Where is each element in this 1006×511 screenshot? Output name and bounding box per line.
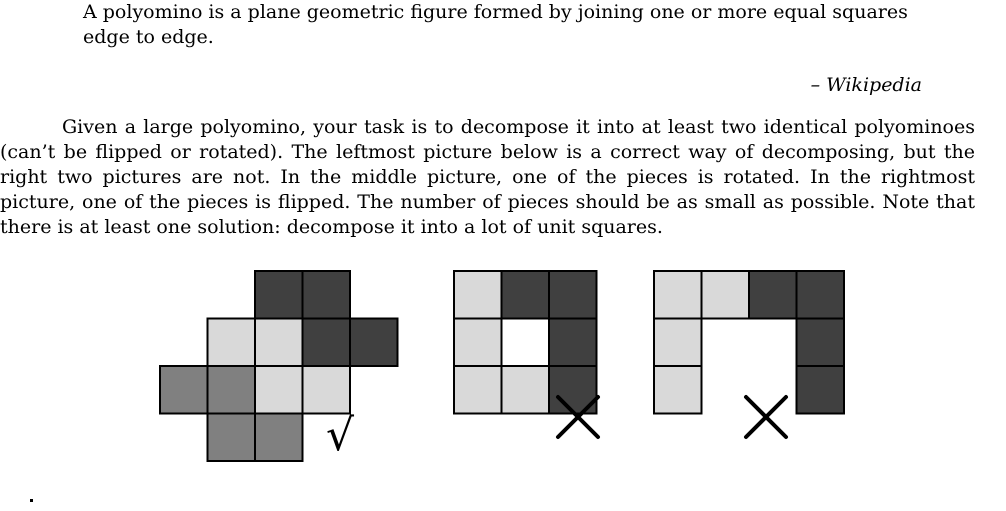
polyomino-cell [549, 271, 597, 319]
polyomino-cell [255, 414, 303, 462]
check-mark-icon: √ [325, 410, 355, 461]
polyomino-cell [160, 366, 208, 414]
polyomino-cell [255, 366, 303, 414]
page-mark [30, 499, 33, 502]
polyomino-cell [654, 271, 702, 319]
polyomino-cell [502, 319, 550, 367]
polyomino-cell [454, 366, 502, 414]
cross-mark-icon [746, 397, 786, 437]
figure-rotated [454, 271, 597, 414]
polyomino-cell [702, 271, 750, 319]
polyomino-cell [654, 319, 702, 367]
polyomino-figures [0, 262, 1006, 472]
polyomino-cell [454, 271, 502, 319]
figure-correct [160, 271, 398, 461]
polyomino-cell [797, 271, 845, 319]
polyomino-cell [797, 366, 845, 414]
problem-paragraph: Given a large polyomino, your task is to decompose it into at least two identical polyominoes (can’t be flipped or rotated). The leftmost picture below is a correct way of decomposing, but the right two pictures are not. In the middle picture, one of the pieces is rotated. In the rightmost picture, one of the pieces is flipped. The number of pieces should be as small as possible. Note that there is at least one solution: decompose it into a lot of unit squares. [0, 116, 975, 238]
figure-flipped [654, 271, 844, 414]
polyomino-cell [208, 366, 256, 414]
polyomino-cell [454, 319, 502, 367]
figures-canvas [0, 262, 1006, 472]
polyomino-cell [303, 319, 351, 367]
polyomino-cell [208, 414, 256, 462]
polyomino-cell [502, 366, 550, 414]
quote-attribution: – Wikipedia [810, 74, 922, 96]
polyomino-cell [749, 271, 797, 319]
polyomino-cell [654, 366, 702, 414]
polyomino-cell [208, 319, 256, 367]
polyomino-cell [303, 366, 351, 414]
polyomino-cell [255, 319, 303, 367]
quote-text: A polyomino is a plane geometric figure formed by joining one or more equal squares edge to edge. [83, 1, 908, 48]
polyomino-cell [797, 319, 845, 367]
polyomino-cell [549, 319, 597, 367]
polyomino-cell [303, 271, 351, 319]
polyomino-cell [255, 271, 303, 319]
polyomino-cell [502, 271, 550, 319]
polyomino-cell [350, 319, 398, 367]
